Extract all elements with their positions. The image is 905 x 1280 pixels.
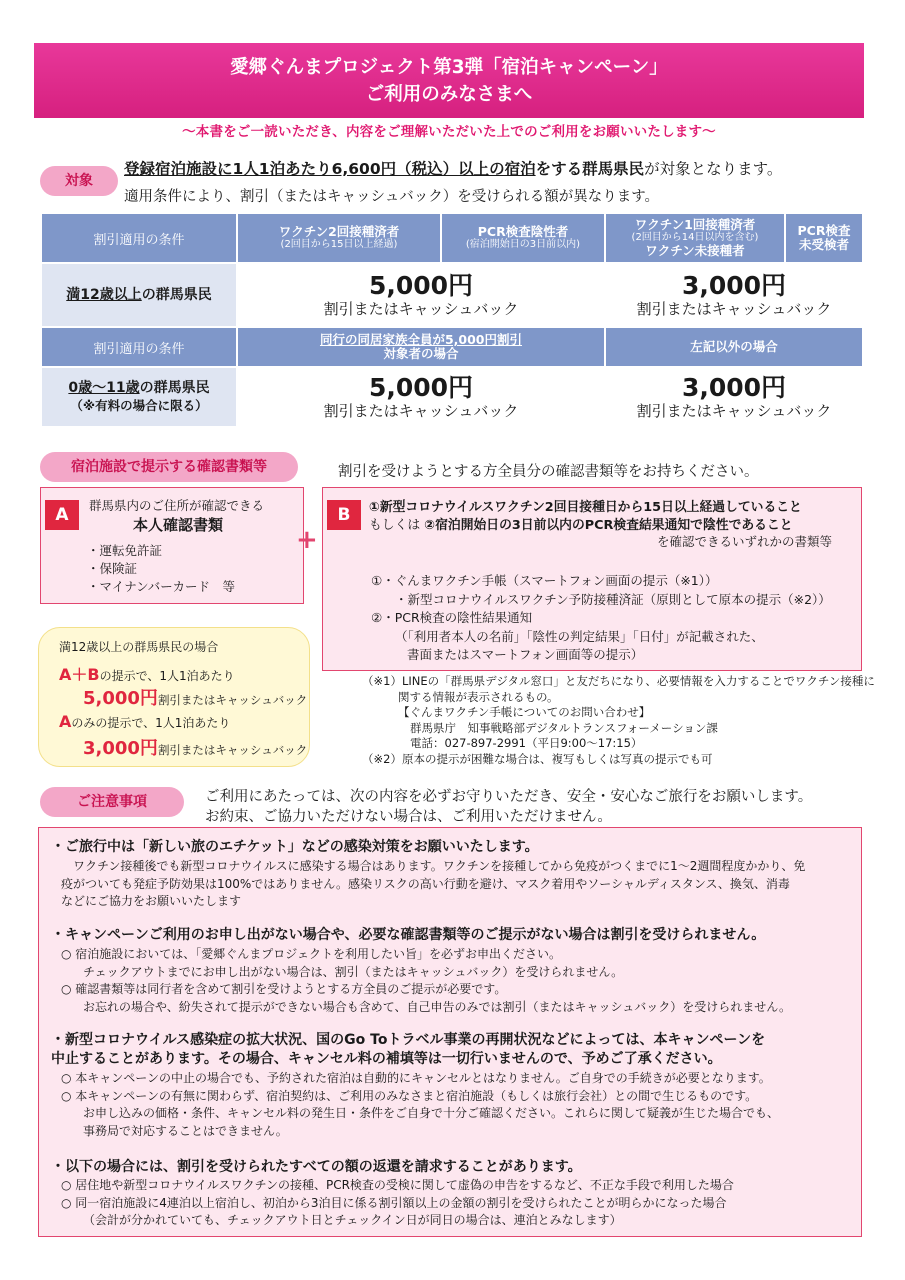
- table-row: [41, 367, 863, 427]
- tag-a: A: [45, 500, 79, 530]
- header-vax2: ワクチン2回接種済者 (2回目から15日以上経過): [237, 213, 441, 263]
- header-title: 愛郷ぐんまプロジェクト第3弾「宿泊キャンペーン」: [230, 57, 668, 78]
- child-low-amount: 3,000円 割引またはキャッシュバック: [605, 367, 863, 427]
- header-other: 左記以外の場合: [605, 327, 863, 367]
- target-bold-text: をする群馬県民: [535, 160, 645, 178]
- target-description: [124, 157, 782, 179]
- plus-sign: +: [296, 525, 318, 555]
- discount-table: [40, 212, 864, 428]
- caution-refund-text: ○ 居住地や新型コロナウイルスワクチンの接種、PCR検査の受検に関して虚偽の申告をするなど、不正な手段で利用した場合 ○ 同一宿泊施設に4連泊以上宿泊し、初泊から3泊目に係る割引額以上の金額の割引を受けられたことが明らかになった場合 （会計が分かれていても、チェックアウト日とチェックイン日が同日の場合は、連泊とみなします）: [61, 1178, 734, 1227]
- row-adult: 満12歳以上の群馬県民: [41, 263, 237, 327]
- caution-label: ご注意事項: [40, 787, 184, 817]
- page-header: [34, 43, 864, 118]
- header-pcr: PCR検査陰性者 (宿泊開始日の3日前以内): [441, 213, 605, 263]
- header-family: 同行の同居家族全員が5,000円割引 対象者の場合: [237, 327, 605, 367]
- box-a-items: [87, 542, 235, 596]
- condition-label: 割引適用の条件: [41, 213, 237, 263]
- adult-low-amount: 3,000円 割引またはキャッシュバック: [605, 263, 863, 327]
- document-box-b: [322, 487, 862, 671]
- footnote: （※2）原本の提示が困難な場合は、複写もしくは写真の提示でも可: [362, 751, 713, 766]
- list-item: （「利用者本人の名前」「陰性の判定結果」「日付」が記載された、: [395, 628, 764, 644]
- row-child: 0歳～11歳の群馬県民 （※有料の場合に限る）: [41, 367, 237, 427]
- footnote: 群馬県庁 知事戦略部デジタルトランスフォーメーション課: [410, 720, 718, 735]
- intro-subtitle: ～本書をご一読いただき、内容をご理解いただいた上でのご利用をお願いいたします～: [182, 124, 716, 140]
- caution-intro: [205, 787, 812, 827]
- summary-ab-amount: 5,000円割引またはキャッシュバック: [83, 688, 308, 709]
- footnote: （※1）LINEの「群馬県デジタル窓口」と友だちになり、必要情報を入力することでワクチン接種に: [362, 674, 875, 688]
- list-item: ・保険証: [87, 561, 138, 576]
- box-a-title: 本人確認書類: [133, 516, 224, 534]
- box-b-list: [371, 572, 831, 665]
- tag-b: B: [327, 500, 361, 530]
- footnote: 関する情報が表示されるもの。: [398, 689, 559, 704]
- target-normal-text: が対象となります。: [644, 160, 783, 178]
- list-item: ・運転免許証: [87, 543, 163, 558]
- footnotes: [362, 674, 875, 767]
- caution-intro-line: お約束、ご協力いただけない場合は、ご利用いただけません。: [205, 809, 612, 825]
- document-box-a: [40, 487, 304, 604]
- list-item: ①・ぐんまワクチン手帳（スマートフォン画面の提示（※1））: [371, 573, 718, 588]
- condition-label: 割引適用の条件: [41, 327, 237, 367]
- caution-intro-line: ご利用にあたっては、次の内容を必ずお守りいただき、安全・安心なご旅行をお願いします。: [205, 789, 813, 805]
- list-item: ・マイナンバーカード 等: [87, 579, 236, 594]
- list-item: 書面またはスマートフォン画面等の提示）: [407, 647, 644, 662]
- caution-box: [38, 827, 862, 1237]
- caution-refund-title: ・以下の場合には、割引を受けられたすべての額の返還を請求することがあります。: [51, 1159, 582, 1175]
- target-label: 対象: [40, 166, 118, 196]
- target-underlined-text: 登録宿泊施設に1人1泊あたり6,600円（税込）以上の宿泊: [124, 160, 536, 178]
- caution-etiquette-title: ・ご旅行中は「新しい旅のエチケット」などの感染対策をお願いいたします。: [51, 839, 539, 855]
- caution-application-text: ○ 宿泊施設においては、「愛郷ぐんまプロジェクトを利用したい旨」を必ずお申出ください。 チェックアウトまでにお申し出がない場合は、割引（またはキャッシュバック）を受けられません。 ○ 確認書類等は同行者を含めて割引を受けようとする方全員のご提示が必要です。 お忘れの場合や、紛失されて提示ができない場合も含めて、自己申告のみでは割引（またはキャッシュバック）を受けられません。: [61, 947, 792, 1014]
- header-no-pcr: PCR検査 未受検者: [785, 213, 863, 263]
- summary-ab: A＋Bの提示で、1人1泊あたり: [59, 665, 235, 684]
- caution-cancel-title-2: 中止することがあります。その場合、キャンセル料の補填等は一切行いませんので、予めご了承ください。: [51, 1051, 722, 1067]
- caution-cancel-title-1: ・新型コロナウイルス感染症の拡大状況、国のGo Toトラベル事業の再開状況などによっては、本キャンペーンを: [51, 1032, 766, 1048]
- table-row: [41, 327, 863, 367]
- list-item: ②・PCR検査の陰性結果通知: [371, 610, 533, 625]
- header-subtitle-line: ご利用のみなさまへ: [365, 84, 533, 105]
- summary-a: Aのみの提示で、1人1泊あたり: [59, 712, 231, 731]
- summary-title: 満12歳以上の群馬県民の場合: [59, 640, 219, 654]
- target-conditions-note: 適用条件により、割引（またはキャッシュバック）を受けられる額が異なります。: [124, 189, 660, 205]
- box-b-line2: もしくは ②宿泊開始日の3日前以内のPCR検査結果通知で陰性であること: [369, 518, 793, 533]
- table-row: [41, 213, 863, 263]
- box-a-line1: 群馬県内のご住所が確認できる: [89, 498, 265, 513]
- table-row: [41, 263, 863, 327]
- list-item: ・新型コロナウイルスワクチン予防接種済証（原則として原本の提示（※2））: [395, 591, 831, 607]
- box-b-line1: ①新型コロナウイルスワクチン2回目接種日から15日以上経過していること: [369, 500, 802, 515]
- box-b-line3: を確認できるいずれかの書類等: [657, 534, 833, 549]
- documents-intro: 割引を受けようとする方全員分の確認書類等をお持ちください。: [338, 464, 759, 480]
- adult-high-amount: 5,000円 割引またはキャッシュバック: [237, 263, 605, 327]
- caution-etiquette-text: ワクチン接種後でも新型コロナウイルスに感染する場合はあります。ワクチンを接種してから免疫がつくまでに1～2週間程度かかり、免 疫がついても発症予防効果は100%ではありません。感染リスクの高い行動を避け、マスク着用やソーシャルディスタンス、換気、消毒 などにご協力をお願いいたします: [61, 859, 806, 908]
- footnote: 【ぐんまワクチン手帳についてのお問い合わせ】: [398, 705, 651, 719]
- documents-label: 宿泊施設で提示する確認書類等: [40, 452, 298, 482]
- summary-a-amount: 3,000円割引またはキャッシュバック: [83, 738, 308, 759]
- footnote: 電話：027-897-2991（平日9:00～17:15）: [410, 736, 643, 750]
- child-high-amount: 5,000円 割引またはキャッシュバック: [237, 367, 605, 427]
- caution-cancel-text: ○ 本キャンペーンの中止の場合でも、予約された宿泊は自動的にキャンセルとはなりません。ご自身での手続きが必要となります。 ○ 本キャンペーンの有無に関わらず、宿泊契約は、ご利用のみなさまと宿泊施設（もしくは旅行会社）との間で生じるものです。 お申し込みの価格・条件、キャンセル料の発生日・条件をご自身で十分ご確認ください。これらに関して疑義が生じた場合でも、 事務局で対応することはできません。: [61, 1071, 780, 1138]
- caution-application-title: ・キャンペーンご利用のお申し出がない場合や、必要な確認書類等のご提示がない場合は割引を受けられません。: [51, 927, 766, 943]
- header-vax1: ワクチン1回接種済者 (2回目から14日以内を含む) ワクチン未接種者: [605, 213, 785, 263]
- summary-note: [38, 627, 310, 767]
